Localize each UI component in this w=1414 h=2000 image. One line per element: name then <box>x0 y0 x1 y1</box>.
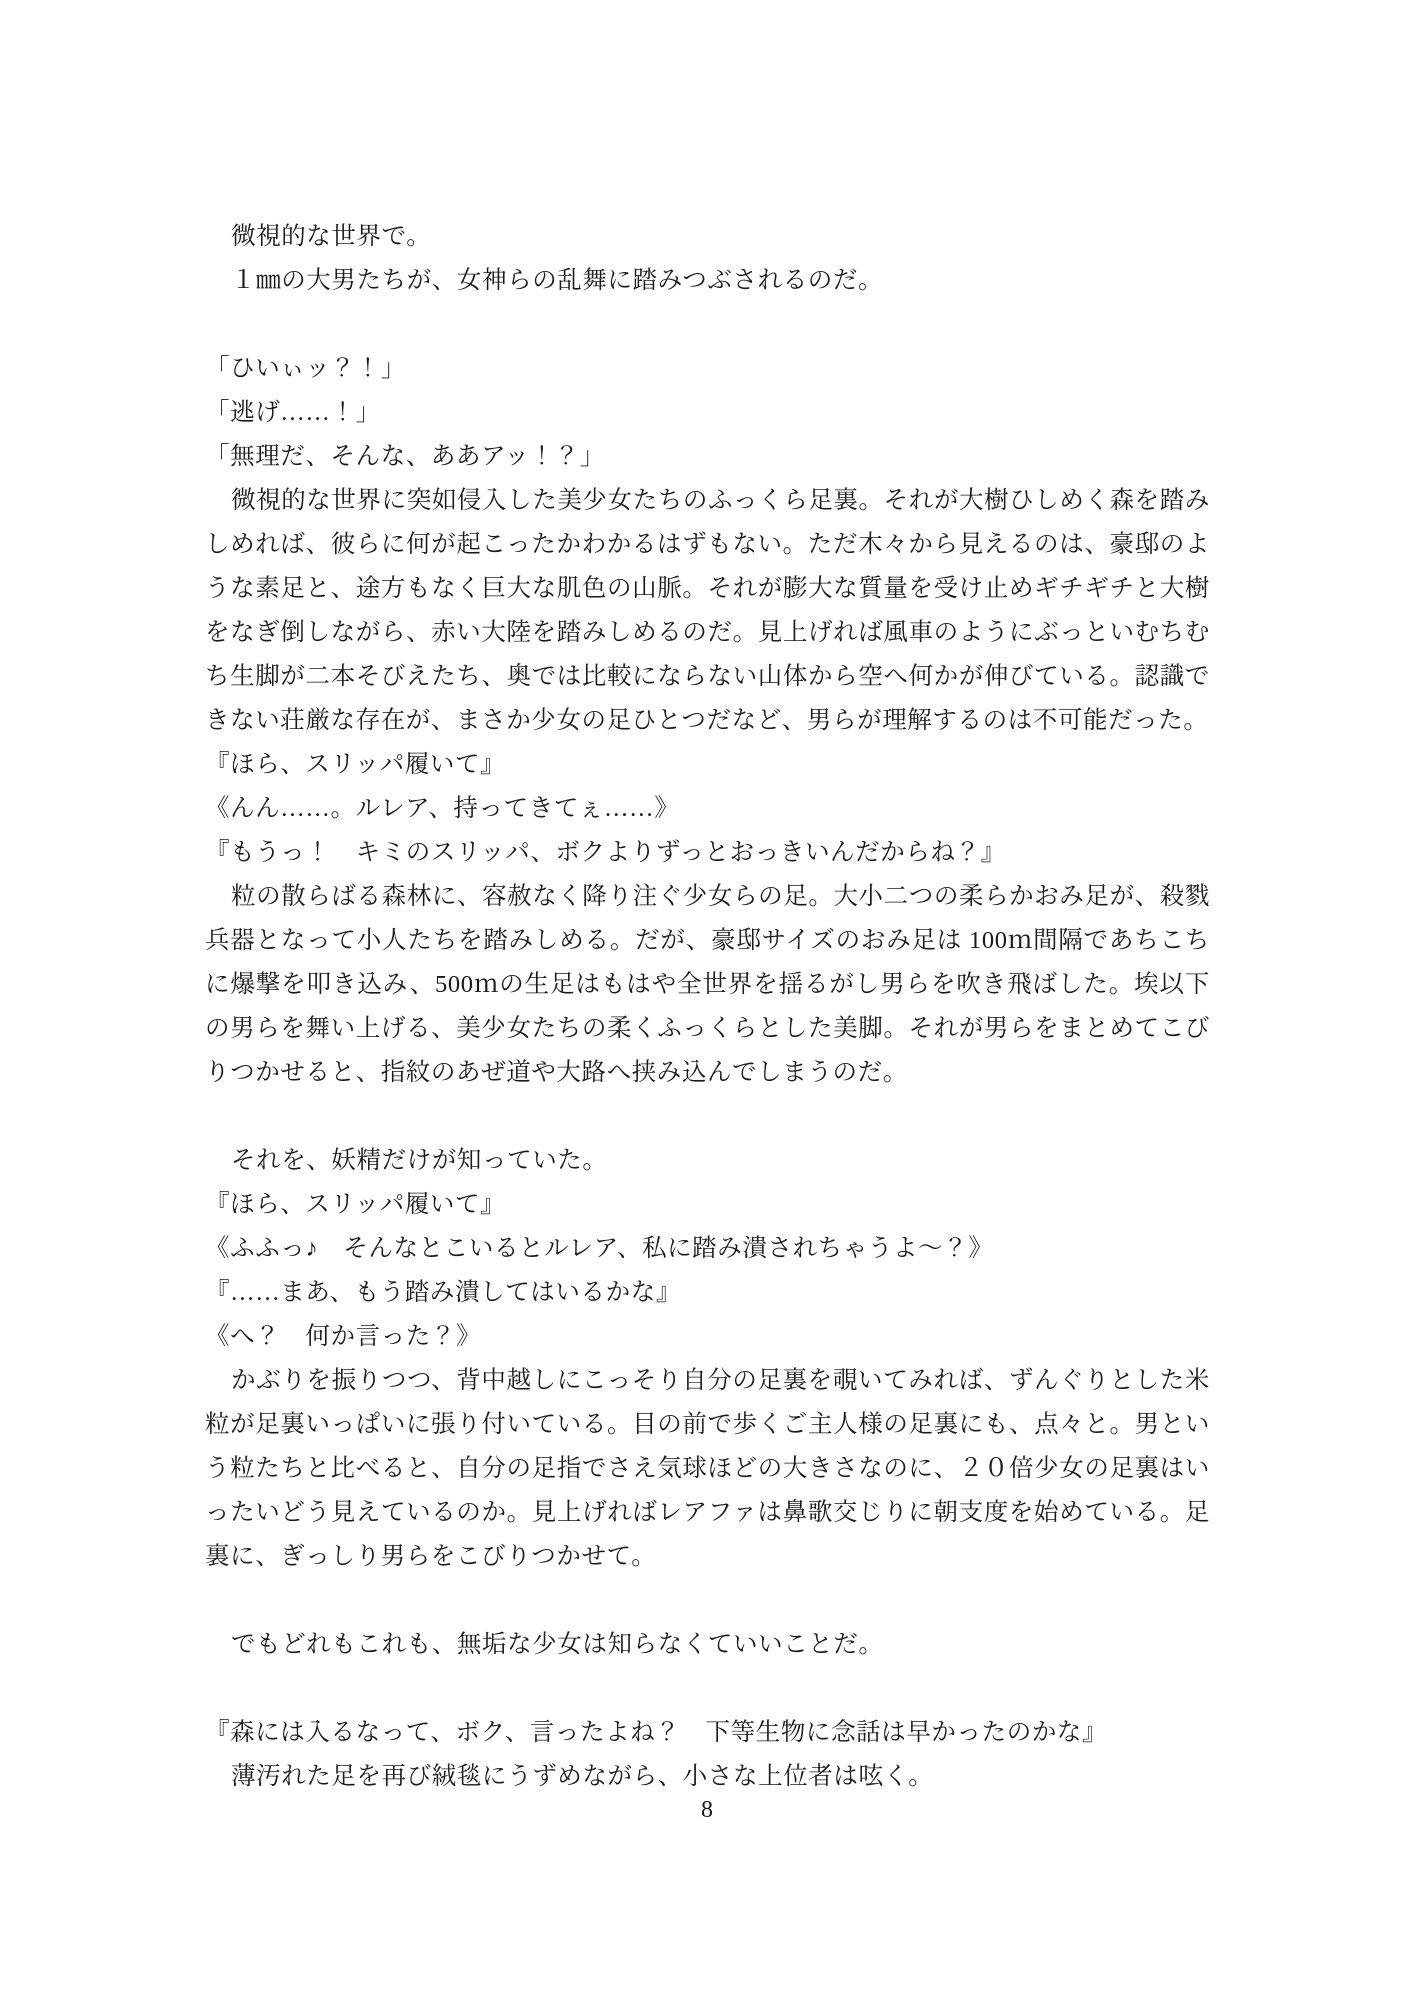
body-paragraph: 微視的な世界に突如侵入した美少女たちのふっくら足裏。それが大樹ひしめく森を踏みしめれば、彼らに何が起こったかわかるはずもない。ただ木々から見えるのは、豪邸のような素足と、途方もなく巨大な肌色の山脈。それが膨大な質量を受け止めギチギチと大樹をなぎ倒しながら、赤い大陸を踏みしめるのだ。見上げれば風車のようにぶっといむちむち生脚が二本そびえたち、奥では比較にならない山体から空へ何かが伸びている。認識できない荘厳な存在が、まさか少女の足ひとつだなど、男らが理解するのは不可能だった。 <box>205 487 1210 734</box>
body-paragraph: 「無理だ、そんな、ああアッ！？」 <box>205 443 605 470</box>
body-paragraph: 「ひいぃッ？！」 <box>205 355 406 382</box>
page-body <box>205 215 1210 1799</box>
paragraph-spacer <box>205 1579 1210 1623</box>
body-paragraph: 薄汚れた足を再び絨毯にうずめながら、小さな上位者は呟く。 <box>231 1763 934 1790</box>
body-paragraph: 《ふふっ♪ そんなとこいるとルレア、私に踏み潰されちゃうよ～？》 <box>205 1235 994 1262</box>
body-paragraph: １㎜の大男たちが、女神らの乱舞に踏みつぶされるのだ。 <box>231 267 884 294</box>
body-paragraph: 『ほら、スリッパ履いて』 <box>205 1191 506 1218</box>
body-paragraph: 「逃げ……！」 <box>205 399 381 426</box>
body-paragraph: でもどれもこれも、無垢な少女は知らなくていいことだ。 <box>231 1631 884 1658</box>
body-paragraph: 『森には入るなって、ボク、言ったよね？ 下等生物に念話は早かったのかな』 <box>205 1719 1108 1746</box>
body-paragraph: 『ほら、スリッパ履いて』 <box>205 751 506 778</box>
body-paragraph: 《んん……。ルレア、持ってきてぇ……》 <box>205 795 680 822</box>
body-paragraph: 『……まあ、もう踏み潰してはいるかな』 <box>205 1279 681 1306</box>
body-paragraph: 『もうっ！ キミのスリッパ、ボクよりずっとおっきいんだからね？』 <box>205 839 1006 866</box>
paragraph-spacer <box>205 1095 1210 1139</box>
body-paragraph: 《へ？ 何か言った？》 <box>205 1323 482 1350</box>
body-paragraph: それを、妖精だけが知っていた。 <box>231 1147 608 1174</box>
body-paragraph: 微視的な世界で。 <box>231 223 432 250</box>
page-number: 8 <box>701 1797 713 1823</box>
paragraph-spacer <box>205 1667 1210 1711</box>
paragraph-spacer <box>205 303 1210 347</box>
body-paragraph: かぶりを振りつつ、背中越しにこっそり自分の足裏を覗いてみれば、ずんぐりとした米粒が足裏いっぱいに張り付いている。目の前で歩くご主人様の足裏にも、点々と。男という粒たちと比べると、自分の足指でさえ気球ほどの大きさなのに、２０倍少女の足裏はいったいどう見えているのか。見上げればレアファは鼻歌交じりに朝支度を始めている。足裏に、ぎっしり男らをこびりつかせて。 <box>205 1367 1210 1570</box>
body-paragraph: 粒の散らばる森林に、容赦なく降り注ぐ少女らの足。大小二つの柔らかおみ足が、殺戮兵器となって小人たちを踏みしめる。だが、豪邸サイズのおみ足は 100ｍ間隔であちこちに爆撃を叩き込み、500ｍの生足はもはや全世界を揺るがし男らを吹き飛ばした。埃以下の男らを舞い上げる、美少女たちの柔くふっくらとした美脚。それが男らをまとめてこびりつかせると、指紋のあぜ道や大路へ挟み込んでしまうのだ。 <box>205 883 1210 1086</box>
